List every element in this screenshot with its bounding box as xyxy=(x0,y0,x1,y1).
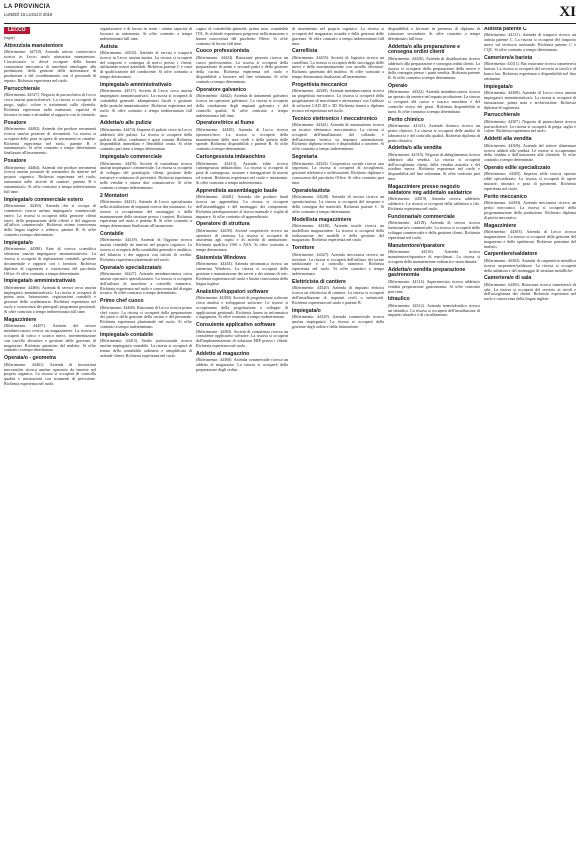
publication-date: LUNEDÌ 15 LUGLIO 2019 xyxy=(4,12,53,17)
job-listing xyxy=(100,194,192,229)
job-listing xyxy=(196,352,288,373)
job-description: (Riferimento: 44427). Azienda metalmeccanica cerca una/un operaia/o specializzata/o. La risorsa si occuperà dell'utilizzo di macchine a controllo numerico. Richiesta esperienza nel ruolo e conoscenza del disegno tecnico. Si offre contratto a tempo determinato. xyxy=(100,271,192,296)
job-description: (Riferimento: 44308). Azienda di Lecco cerca una/un impiegata/o amministrativa/o. La risorsa si occuperà di fatturazione, prima nota e archiviazione. Richiesto diploma di ragioneria. xyxy=(484,89,576,110)
job-listing xyxy=(196,256,288,287)
job-listing xyxy=(388,297,480,318)
column-4 xyxy=(292,27,384,845)
job-description: (Riferimento: 44442). Azienda di trattamenti galvanici ricerca un operatore galvanico. La risorsa si occuperà della conduzione degli impianti galvanici e del controllo qualità. Si offre contratto a tempo indeterminato full time. xyxy=(196,93,288,118)
job-description: organizzative e di lavoro in team - ottima capacità di lavorare in autonomia. Si offre contratto a tempo indeterminato full time. xyxy=(100,27,192,41)
job-description: (Riferimento: 44380). Ente di ricerca scientifica seleziona una/un impiegata/o amministrativa/o. La risorsa si occuperà di registrazioni contabili, gestione documentale e rapporti con i fornitori. Richiesto diploma di ragioneria e conoscenza del pacchetto Office. Si offre contratto a tempo determinato. xyxy=(4,246,96,276)
job-description: (Riferimento: 44461). Azienda di lavorazioni meccaniche ricerca una/un operaia/o da inserire nel proprio organico. La risorsa si occuperà di controllo qualità e misurazioni con strumenti di precisione. Richiesta esperienza nel ruolo. xyxy=(4,361,96,387)
section-tag: LECCO xyxy=(4,27,30,34)
job-description: (Riferimento: 44329). Azienda commerciale ricerca una/un impiegata/o. La risorsa si occuperà della gestione degli ordini e della fatturazione. xyxy=(292,314,384,329)
column-5 xyxy=(388,27,480,845)
job-title: Addetti alla vendita xyxy=(484,136,532,143)
job-title: Addetta/o alla preparazione e consegna ordini clienti xyxy=(388,43,461,56)
job-listing xyxy=(292,117,384,152)
job-description: (Riferimento: 44303). Azienda di Lecco ricerca magazziniere. La risorsa si occuperà della gestione del magazzino e delle spedizioni. Richiesto patentino del muletto. xyxy=(484,229,576,249)
job-description: (Riferimento: 44312). Azienda termoidraulica ricerca un idraulico. La risorsa si occuperà dell'installazione di impianti idraulici e di riscaldamento. xyxy=(388,302,480,318)
job-listing xyxy=(292,189,384,215)
job-description: (Riferimento: 44318). Azienda di servizi ricerca funzionaria/o commerciale. La risorsa si occuperà dello sviluppo commerciale e della gestione clienti. Richiesta esperienza nel ruolo. xyxy=(388,220,480,240)
job-title: Cameriere/a barista xyxy=(484,54,533,61)
job-listing xyxy=(484,276,576,302)
job-listing xyxy=(196,290,288,321)
job-listing xyxy=(4,121,96,156)
job-title: Operaio edile specializzato xyxy=(484,165,551,172)
job-description: (Riferimento: 44322). Azienda metalmeccanica ricerca un operaio da inserire nel reparto produzione. La risorsa si occuperà del carico e scarico macchine e del controllo visivo dei pezzi. Richiesta disponibilità ai turni. Si offre contratto a tempo determinato. xyxy=(388,89,480,114)
job-description: (Riferimento: 44431). Azienda di Lecco specializzata nella installazione di impianti ricerca due montatori. Le risorse si occuperanno del montaggio e della manutenzione delle strutture presso i cantieri. Richiesta esperienza nel ruolo e patente B. Si offre contratto a tempo determinato finalizzato all'assunzione. xyxy=(100,198,192,229)
job-title: Operaio xyxy=(388,83,408,90)
job-title: Contabile xyxy=(100,231,124,238)
job-description: disponibilità a lavorare in presenza di diploma di istruzione secondaria. Si offre contratto a tempo determinato full time. xyxy=(388,27,480,41)
job-description: (Riferimento: 44418). Azienda di Oggiono ricerca una/un contabile da inserire nel proprio organico. La risorsa si occuperà della contabilità generale e analitica, del bilancio e dei rapporti con istituti di credito. Richiesta esperienza pluriennale nel ruolo. xyxy=(100,237,192,262)
job-listing xyxy=(484,113,576,134)
job-title: Cameriera/e di sala xyxy=(484,275,532,282)
column-1 xyxy=(4,27,96,845)
job-description: (Riferimento: 44492). Azienda che produce serramenti ricerca una/un posatore di serramenti. La risorsa si occuperà della posa in opera di serramenti in cantiere. Richiesta esperienza nel ruolo, patente B e automunita/o. Si offre contratto a tempo determinato finalizzato all'inserimento. xyxy=(4,126,96,156)
job-description: (Riferimento: 44327). Azienda meccanica ricerca un tornitore. La risorsa si occuperà dell'utilizzo del tornio tradizionale e a controllo numerico. Richiesta esperienza nel ruolo. Si offre contratto a tempo indeterminato. xyxy=(292,251,384,277)
job-listing xyxy=(388,45,480,82)
job-listing xyxy=(292,83,384,114)
job-title: Parrucchiera/e xyxy=(4,86,41,92)
column-2 xyxy=(100,27,192,845)
job-listing xyxy=(484,166,576,192)
job-title: Sistemista Windows xyxy=(196,254,247,261)
job-title: Progettista meccanico xyxy=(292,82,348,88)
job-listing xyxy=(388,268,480,295)
job-listing xyxy=(4,318,96,353)
job-description: (Riferimento: 44349). Azienda metalmeccanica ricerca un progettista meccanico. La risorsa si occuperà della progettazione di macchinari e attrezzature con l'utilizzo di software CAD 2D e 3D. Richiesta laurea o diploma tecnico ed esperienza nel ruolo. xyxy=(292,88,384,113)
job-description: (Riferimento: 44360). Azienda commerciale ricerca un addetto al magazzino. La risorsa si occuperà della preparazione degli ordini. xyxy=(196,357,288,373)
job-title: 2 Montatori xyxy=(100,192,128,199)
job-title: Autista patente C xyxy=(484,27,527,32)
job-description: (Riferimento: 44466). Azienda di servizi cerca una/un impiegata/o amministrativa/o. La risorsa si occuperà di prima nota, fatturazione, registrazioni contabili e gestione dello scadenziario. Richiesta esperienza nel ruolo e conoscenza dei principali programmi gestionali. Si offre contratto a tempo indeterminato full time. xyxy=(4,284,96,314)
job-listing xyxy=(196,27,288,46)
job-description: (Riferimento: 44441). Azienda che produce bauli ricerca un apprendista. La risorsa si occuperà dell'assemblaggio e del montaggio dei componenti. Richiesta predisposizione al lavoro manuale e voglia di imparare. Si offre contratto di apprendistato. xyxy=(196,194,288,219)
job-listing xyxy=(100,155,192,190)
job-title: Carrellista xyxy=(292,48,318,55)
job-description: (Riferimento: 44321). Azienda chimica ricerca un perito chimico. La risorsa si occuperà delle analisi di laboratorio e del controllo qualità. Richiesto diploma di perito chimico. xyxy=(388,123,480,143)
job-title: Impiegata/o xyxy=(484,83,513,90)
job-title: Addetta/o alle pulizie xyxy=(100,120,152,127)
job-listing xyxy=(484,224,576,250)
job-description: (Riferimento: 44301). Ristorante ricerca cameriera/e di sala. La risorsa si occuperà del servizio ai tavoli e dell'accoglienza dei clienti. Richiesta esperienza nel ruolo e conoscenza della lingua inglese. xyxy=(484,281,576,302)
job-description: (Riferimento: 44302). Azienda di carpenteria metallica ricerca carpentiere/saldatore. La risorsa si occuperà della saldatura e del montaggio di strutture metalliche. xyxy=(484,257,576,273)
job-title: Impiegata/o contabile xyxy=(100,331,154,338)
job-title: Impiegata/o amministrativa/o xyxy=(4,278,76,285)
job-title: Segretaria xyxy=(292,154,318,161)
job-title: Parrucchiera/e xyxy=(484,112,521,119)
job-title: Impiegata/o amministrativa/o xyxy=(100,82,172,88)
job-description: (Riferimento: 44415). Studio professionale ricerca una/un impiegata/o contabile. La risorsa si occuperà di tenuta della contabilità ordinaria e semplificata di aziende clienti. Richiesta esperienza nel ruolo. xyxy=(100,338,192,358)
job-listing xyxy=(388,146,480,181)
job-listing xyxy=(292,246,384,277)
job-listing xyxy=(484,195,576,221)
job-title: Elettricista di cantiere xyxy=(292,278,346,285)
job-listing xyxy=(292,27,384,46)
job-description: (Riferimento: 44424). Ristorante pizzeria ricerca un cuoco professionista. La risorsa si occuperà della preparazione di primi e secondi piatti e della gestione della cucina. Richiesta esperienza nel ruolo e disponibilità a lavorare nel fine settimana. Si offre contratto a tempo determinato. xyxy=(196,54,288,84)
job-listing xyxy=(388,27,480,42)
job-title: Tecnico elettronico / meccatronico xyxy=(292,115,378,122)
job-listing xyxy=(4,87,96,118)
job-title: Manutentore/riparatore xyxy=(388,242,445,249)
job-title: Addetto al magazzino xyxy=(196,351,250,357)
job-title: Modellista magazziniere xyxy=(292,216,352,223)
job-listing xyxy=(196,222,288,253)
job-listing xyxy=(196,189,288,220)
job-title: Carpentiere/saldatore xyxy=(484,251,538,258)
job-description: (Riferimento: 44307). Negozio di parrucchiera ricerca parrucchiera/e. La risorsa si occuperà di piega, taglio e colore. Richiesta esperienza nel ruolo. xyxy=(484,118,576,134)
job-title: Operaia/o - geometra xyxy=(4,355,56,362)
job-description: (Riferimento: 44306). Azienda del settore alimentare ricerca addetti alla vendita. Le risorse si occuperanno della vendita e dell'assistenza alla clientela. Si offre contratto a tempo determinato. xyxy=(484,142,576,163)
job-description: (Riferimento: 44474). Impresa di pulizie cerca in Lecco addetta/o alle pulizie. La risorsa si occuperà della pulizia di uffici, condomini e spazi comuni. Richiesta disponibilità immediata e flessibilità oraria. Si offre contratto part time a tempo determinato. xyxy=(100,126,192,152)
job-description: (Riferimento: 44527). Negozio di parrucchiera di Lecco cerca una/un parrucchiera/e. La risorsa si occuperà di piega, taglio, colore e trattamenti sulla clientela. Richiesta esperienza nella mansione, capacità di lavorare in team e attitudine al rapporto con la clientela. xyxy=(4,92,96,117)
job-title: Perito meccanico xyxy=(484,193,527,200)
job-listing xyxy=(100,266,192,297)
job-listing xyxy=(4,198,96,238)
job-title: Perito chimico xyxy=(388,116,424,123)
job-title: Autista xyxy=(100,43,118,50)
job-listing xyxy=(196,88,288,119)
job-description: (Riferimento: 44476). Società di consulenza ricerca una/un impiegata/o commerciale. La risorsa si occuperà di sviluppo del portafoglio clienti, gestione delle trattative e redazione di preventivi. Richiesta esperienza nelle vendite e ottime doti comunicative. Si offre contratto a tempo indeterminato. xyxy=(100,160,192,190)
job-title: Impiegata/o commerciale xyxy=(100,154,162,161)
job-listing xyxy=(100,299,192,330)
job-title: Posatore xyxy=(4,119,27,126)
job-title: Addetta/o alla vendita xyxy=(388,145,442,152)
job-description: (Riferimento: 44314). Supermercato ricerca addetta/o vendita preparazione gastronomia. Si offre contratto part time. xyxy=(388,278,480,294)
job-description: (Riferimento: 44435). Società di logistica ricerca un carrellista. La risorsa si occuperà dello stoccaggio delle merci e della movimentazione con carrello elevatore. Richiesto patentino del muletto. Si offre contratto a tempo determinato finalizzato all'inserimento. xyxy=(292,54,384,80)
job-title: Impiegata/o xyxy=(4,239,33,246)
job-listing xyxy=(196,323,288,349)
job-title: Cuoco professionista xyxy=(196,48,250,55)
job-listing xyxy=(388,244,480,265)
job-description: di inserimento nel proprio organico. La risorsa si occuperà del magazzino ricambi e della gestione delle giacenze. Si offre contratto a tempo indeterminato full time. xyxy=(292,27,384,46)
job-listing xyxy=(484,27,576,53)
job-description: (Riferimento: 44304). Azienda meccanica ricerca un perito meccanico. La risorsa si occuperà della programmazione della produzione. Richiesto diploma di perito meccanico. xyxy=(484,200,576,220)
job-title: Cartongessista imbianchino xyxy=(196,154,266,161)
masthead xyxy=(4,2,576,24)
job-title: Apprendista assemblaggio baule xyxy=(196,187,278,194)
job-listing xyxy=(388,185,480,212)
job-listing xyxy=(292,49,384,80)
job-description: (Riferimento: 44453). Azienda che si occupa di commercio ricerca un/una impiegata/o commerciale estero. La risorsa si occuperà della gestione clienti esteri, della preparazione delle offerte e del supporto all'ufficio commerciale. Richiesta ottima conoscenza della lingua inglese e tedesca, patente B. Si offre contratto a tempo determinato. xyxy=(4,202,96,238)
job-listing xyxy=(292,309,384,330)
job-title: Impiegata/o commerciale estero xyxy=(4,196,83,203)
newspaper-name: LA PROVINCIA xyxy=(4,4,51,10)
job-title: Operatore galvanico xyxy=(196,86,247,93)
job-listing xyxy=(4,279,96,314)
job-listing xyxy=(100,232,192,263)
job-listing xyxy=(388,84,480,115)
job-title: Magazziniere presso negozio saldatore mig addetta/o saldatrice xyxy=(388,183,472,196)
job-listing xyxy=(100,333,192,359)
job-description: (Riferimento: 44316). Azienda ricerca manutentore/riparatore di macchinari. La risorsa si occuperà della manutenzione ordinaria e straordinaria. xyxy=(388,248,480,264)
job-description: (Riferimento: 44710). Azienda settore cartotecnico ricerca in Lecco una/o attrezzista manutentore. L'incaricata/o si dovrà occupare della buona conoscenza meccanica di macchine omologate alla produzione, della gestione delle attrezzature di produzione e del coordinamento con il personale di reparto. Richiesta esperienza nel ruolo. xyxy=(4,49,96,84)
job-title: Operaia/o specializzata/o xyxy=(100,264,162,271)
job-description: (Riferimento: 44311). Bar ristorante ricerca cameriere/a barista. La risorsa si occuperà del servizio ai tavoli e al banco bar. Richiesta esperienza e disponibilità nel fine settimana. xyxy=(484,61,576,81)
job-listing xyxy=(388,215,480,241)
job-title: Operatore/trice al fiume xyxy=(196,120,255,127)
job-listing xyxy=(100,121,192,152)
job-listing xyxy=(4,159,96,194)
job-description: capaci di contabilità generale, prima nota, contabilità IVA. Si richiede esperienza pregressa nella mansione e buona conoscenza del pacchetto Office. Si offre contratto di lavoro full time. xyxy=(196,27,288,46)
job-listing xyxy=(484,252,576,273)
job-listing xyxy=(100,83,192,118)
job-listing xyxy=(196,155,288,186)
job-listing xyxy=(388,118,480,144)
job-listing xyxy=(484,85,576,111)
job-listing xyxy=(292,155,384,186)
job-description: (Riferimento: 44328). Azienda di servizi ricerca un operaio/autista. La risorsa si occuperà del trasporto e della consegna dei materiali. Richiesta patente C. Si offre contratto a tempo determinato. xyxy=(292,194,384,214)
job-title: Analisti/sviluppatori software xyxy=(196,288,269,295)
job-description: (Riferimento: 44319). Azienda ricerca addetta/o saldatrice. La risorsa si occuperà della saldatura a filo. Richiesta esperienza nel ruolo. xyxy=(388,196,480,211)
job-description: (Riferimento: 44428). Azienda di Lecco ricerca operatore/trice. La risorsa si occuperà della manutenzione delle aree verdi e della pulizia delle sponde. Richiesta disponibilità e patente B. Si offre contratto a tempo determinato. xyxy=(196,126,288,152)
job-description: (Riferimento: 44342). Azienda di automazione ricerca un tecnico elettronico meccatronico. La risorsa si occuperà dell'installazione, del collaudo e dell'assistenza tecnica su impianti automatizzati. Richiesto diploma tecnico e disponibilità a trasferte. Si offre contratto a tempo indeterminato. xyxy=(292,122,384,152)
page-number: XI xyxy=(559,4,576,20)
job-description: (Riferimento: 44320). Azienda di impianti elettrici ricerca un elettricista di cantiere. La risorsa si occuperà dell'installazione di impianti civili e industriali. Richiesta esperienza nel ruolo e patente B. xyxy=(292,285,384,305)
job-listing xyxy=(484,137,576,163)
job-description: (Riferimento: 44311). Azienda di trasporti ricerca un autista patente C. La risorsa si occuperà del trasporto merci sul territorio nazionale. Richiesta patente C e CQC. Si offre contratto a tempo determinato. xyxy=(484,32,576,52)
job-description: (Riferimento: 44330). Azienda tessile ricerca un modellista magazziniere. La risorsa si occuperà della realizzazione dei modelli e della gestione del magazzino. Richiesta esperienza nel ruolo. xyxy=(292,222,384,243)
job-listing xyxy=(4,241,96,276)
job-title: Operaio/autista xyxy=(292,187,330,194)
column-3 xyxy=(196,27,288,845)
job-title: Addetta/o vendita preparazione gastronomia xyxy=(388,266,466,279)
job-title: Impiegata/o xyxy=(292,307,321,314)
job-description: (Riferimento: 44434). Azienda informatica ricerca un sistemista Windows. La risorsa si occuperà della gestione e manutenzione dei server e dei sistemi di rete. Richiesta esperienza nel ruolo e buona conoscenza della lingua inglese. xyxy=(196,261,288,286)
job-description: (Riferimento: 44413). Azienda edile ricerca cartongessista imbianchino. La risorsa si occuperà di posa di cartongesso, rasature e tinteggiature di interni ed esterni. Richiesta esperienza nel ruolo e autonomia. Si offre contratto a tempo indeterminato. xyxy=(196,160,288,185)
job-title: Consulente applicativo software xyxy=(196,322,276,329)
job-listing xyxy=(4,356,96,387)
job-description: (Riferimento: 44384). Società di consulenza ricerca un consulente applicativo software. La risorsa si occuperà dell'implementazione di soluzioni ERP presso i clienti. Richiesta esperienza nel ruolo. xyxy=(196,328,288,349)
job-description: (Riferimento: 44326). Azienda di distribuzione ricerca addetta/o alla preparazione e consegna ordini clienti. La risorsa si occuperà della preparazione della merce e della consegna presso i punti vendita. Richiesta patente B. Si offre contratto a tempo determinato. xyxy=(388,55,480,81)
job-title: Tornitore xyxy=(292,245,315,252)
job-description: (Riferimento: 44439). Società cooperativa ricerca un operatore di struttura. La risorsa si occuperà di assistenza agli ospiti e di attività di animazione. Richiesta qualifica OSS o ASA. Si offre contratto a tempo determinato. xyxy=(196,227,288,253)
job-listing xyxy=(100,45,192,80)
job-description: (Riferimento: 44535). Azienda di servizi e trasporti ricerca in Lecco una/un autista. La risorsa si occuperà del trasporto e consegna di merci presso i clienti, utilizzando mezzi aziendali. Richiesta patente C e carta di qualificazione del conducente. Si offre contratto a tempo determinato. xyxy=(100,49,192,80)
job-description: (Riferimento: 44517). Società di Lecco cerca una/un impiegata/o amministrativa/o. La risorsa si occuperà di contabilità generale, adempimenti fiscali e gestione delle pratiche amministrative. Richiesta esperienza nel ruolo. Si offre contratto a tempo indeterminato full time. xyxy=(100,88,192,118)
job-listing xyxy=(292,280,384,306)
job-title: Primo chef cuoco xyxy=(100,298,144,305)
job-title: Operatore di struttura xyxy=(196,221,250,228)
job-title: Idraulico xyxy=(388,296,410,303)
job-description: (Riferimento: 44324). Cooperativa sociale ricerca una segretaria. La risorsa si occuperà di accoglienza, gestione telefonica e archiviazione. Richiesto diploma e conoscenza del pacchetto Office. Si offre contratto part time. xyxy=(292,160,384,185)
job-listing xyxy=(196,49,288,84)
continued-note: (segue) xyxy=(4,35,15,40)
classified-columns xyxy=(4,27,576,845)
job-title: Magazziniere xyxy=(4,316,37,323)
job-description: (Riferimento: 44468). Ristorante di Lecco ricerca primo chef cuoco. La risorsa si occuperà della preparazione dei piatti e della gestione della cucina e del personale. Richiesta esperienza pluriennale nel ruolo. Si offre contratto a tempo indeterminato. xyxy=(100,304,192,330)
job-title: Magazziniere xyxy=(484,222,517,229)
job-description: (Riferimento: 44464). Azienda che produce serramenti ricerca una/un posatore di serramenti da inserire nel proprio organico. Richiesta esperienza nel ruolo, autonomia nelle attività di cantiere, patente B e automunita/o. Si offre contratto a tempo indeterminato full time. xyxy=(4,164,96,194)
job-listing xyxy=(100,27,192,42)
job-listing xyxy=(484,56,576,82)
job-title: Funzionaria/o commerciale xyxy=(388,213,455,220)
job-listing xyxy=(4,44,96,84)
job-listing xyxy=(196,121,288,152)
job-listing xyxy=(292,218,384,244)
job-description: (Riferimento: 44380). Società di progettazione software cerca analisti e sviluppatori software. Le risorse si occuperanno della progettazione e sviluppo di applicazioni gestionali. Richiesta laurea in informatica o ingegneria. Si offre contratto a tempo indeterminato. xyxy=(196,295,288,320)
job-description: (Riferimento: 44497). Azienda del settore metalmeccanico ricerca un magazziniere. La risorsa si occuperà di carico e scarico merci, movimentazione con carrello elevatore e gestione delle giacenze di magazzino. Richiesto patentino del muletto. Si offre contratto a tempo determinato. xyxy=(4,323,96,353)
job-description: (Riferimento: 44310). Negozio di abbigliamento ricerca addetta/o alla vendita. La risorsa si occuperà dell'accoglienza clienti, della vendita assistita e del riordino merce. Richiesta esperienza nel ruolo e disponibilità nel fine settimana. Si offre contratto part time. xyxy=(388,151,480,182)
job-title: Attrezzista manutentore xyxy=(4,42,64,49)
job-description: (Riferimento: 44305). Impresa edile ricerca operaio edile specializzato. La risorsa si occuperà di opere murarie, intonaci e posa di pavimenti. Richiesta esperienza nel ruolo. xyxy=(484,171,576,191)
job-title: Posatore xyxy=(4,158,27,165)
column-6 xyxy=(484,27,576,845)
